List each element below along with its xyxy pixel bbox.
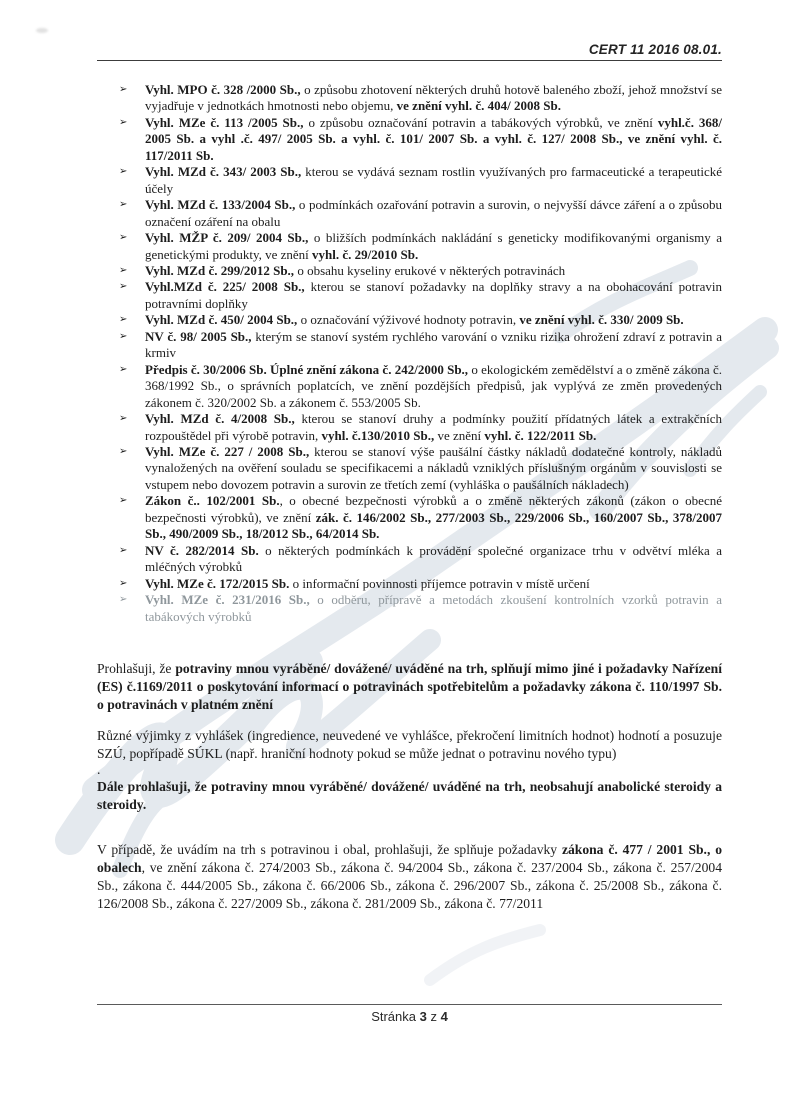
header-rule (97, 60, 722, 61)
law-list-item (97, 592, 722, 625)
text-segment: Vyhl. MZd č. 450/ 2004 Sb., (145, 312, 298, 328)
text-segment: vyhl. č.130/2010 Sb., (321, 427, 435, 443)
text-segment: Různé výjimky z vyhlášek (ingredience, neuvedené ve vyhlášce, překročení limitních hodnot) hodnotí a posuzuje SZÚ, popřípadě SÚKL (např. hraniční hodnoty pokud se může jednat o potravinu nového typu) (97, 727, 722, 761)
paragraph (97, 660, 722, 714)
text-segment: o informační povinnosti příjemce potravin v místě určení (289, 575, 590, 591)
text-segment: NV č. 282/2014 Sb. (145, 542, 259, 558)
text-segment: Vyhl. MZd č. 299/2012 Sb., (145, 262, 295, 278)
arrow-bullet-icon: ➢ (119, 445, 128, 457)
text-segment: Stránka (371, 1009, 420, 1024)
law-list-item (97, 411, 722, 444)
arrow-bullet-icon: ➢ (119, 199, 128, 211)
text-segment: Vyhl. MPO č. 328 /2000 Sb., (145, 82, 301, 97)
text-segment: vyhl.č. 368/ 2005 Sb. a vyhl .č. 497/ 2005 Sb. a vyhl. č. 101/ 2007 Sb. a vyhl. č. 127/ 2008 Sb., ve znění vyhl. č. 117/2011 Sb. (145, 114, 722, 163)
text-segment: Vyhl. MZe č. 231/2016 Sb., (145, 592, 310, 608)
text-segment: Vyhl. MZe č. 172/2015 Sb. (145, 575, 290, 591)
law-list-item (97, 312, 722, 328)
arrow-bullet-icon: ➢ (119, 413, 128, 425)
document-code: CERT 11 2016 08.01. (588, 42, 722, 57)
text-segment: Vyhl. MZd č. 133/2004 Sb., (145, 197, 296, 213)
document-content (97, 0, 722, 913)
text-segment: kterou se stanoví druhy a podmínky použití přídatných látek a extrakčních rozpouštědel při výrobě potravin, (145, 411, 722, 443)
arrow-bullet-icon: ➢ (119, 544, 128, 556)
text-segment: Vyhl. MZd č. 4/2008 Sb., (145, 411, 295, 427)
law-list-item (97, 279, 722, 312)
law-list-item (97, 543, 722, 576)
law-list-item (97, 82, 722, 115)
text-segment: z (426, 1009, 441, 1024)
text-segment: o některých podmínkách k provádění společné organizace trhu v odvětví mléka a mléčných výrobků (145, 542, 722, 575)
arrow-bullet-icon: ➢ (119, 281, 128, 293)
text-segment: potraviny mnou vyráběné/ dovážené/ uváděné na trh, splňují mimo jiné i požadavky Nařízení (ES) č.1169/2011 o poskytování informací o potravinách spotřebitelům a požadavky zákona č. 110/1997 Sb. o potravinách v platném znění (97, 660, 722, 712)
text-segment: Zákon č.. 102/2001 Sb. (145, 493, 280, 509)
declaration-paragraphs (97, 660, 722, 913)
law-list-item (97, 115, 722, 164)
text-segment: kterou se stanoví požadavky na doplňky stravy a na obohacování potravin potravními doplňky (145, 279, 722, 311)
law-list-item (97, 230, 722, 263)
text-segment: , ve znění zákona č. 274/2003 Sb., zákona č. 94/2004 Sb., zákona č. 237/2004 Sb., zákona č. 257/2004 Sb., zákona č. 444/2005 Sb., zákona č. 66/2006 Sb., zákona č. 296/2007 Sb., zákona č. 25/2008 Sb., zákona č. 126/2008 Sb., zákona č. 227/2009 Sb., zákona č. 281/2009 Sb., zákona č. 77/2011 (97, 860, 722, 912)
text-segment: Vyhl. MŽP č. 209/ 2004 Sb., (145, 230, 309, 246)
text-segment: vyhl. č. 29/2010 Sb. (312, 246, 419, 262)
arrow-bullet-icon: ➢ (119, 116, 128, 128)
arrow-bullet-icon: ➢ (119, 330, 128, 342)
text-segment: V případě, že uvádím na trh s potravinou i obal, prohlašuji, že splňuje požadavky (97, 842, 562, 858)
law-list-item (97, 362, 722, 411)
paragraph (97, 727, 722, 763)
law-list-item (97, 164, 722, 197)
arrow-bullet-icon: ➢ (119, 166, 128, 178)
text-segment: kterou se stanoví výše paušální částky nákladů dodatečné kontroly, nákladů vynaložených na ověření souladu se specifikacemi a nákladů vzniklých příslušným orgánům v souvislosti se vstupem nebo dovozem potravin a surovin ze třetích zemí (vyhláška o paušálních nákladech) (145, 443, 722, 492)
text-segment: o odběru, přípravě a metodách zkoušení kontrolních vzorků potravin a tabákových výrobků (145, 592, 722, 624)
law-list (97, 82, 722, 625)
paragraph (97, 762, 722, 777)
arrow-bullet-icon: ➢ (119, 577, 128, 589)
law-list-item (97, 493, 722, 542)
text-segment: o označování výživové hodnoty potravin, (297, 312, 520, 328)
page-footer (97, 1004, 722, 1024)
law-list-item (97, 576, 722, 592)
text-segment: ve znění vyhl. č. 330/ 2009 Sb. (519, 312, 684, 328)
text-segment: zákona č. 477 / 2001 Sb., o obalech (97, 842, 722, 876)
text-segment: 3 (419, 1009, 427, 1024)
text-segment: . (97, 762, 101, 778)
text-segment: Vyhl. MZe č. 113 /2005 Sb., (145, 114, 304, 130)
law-list-item (97, 329, 722, 362)
text-segment: Předpis č. 30/2006 Sb. Úplné znění zákona č. 242/2000 Sb., (145, 361, 469, 377)
text-segment: o obsahu kyseliny erukové v některých potravinách (294, 262, 566, 278)
arrow-bullet-icon: ➢ (119, 495, 128, 507)
text-segment: o ekologickém zemědělství a o změně zákona č. 368/1992 Sb., o správních poplatcích, ve znění pozdějších předpisů, jak vyplývá ze změn provedených zákonem č. 320/2002 Sb. a zákonem č. 553/2005 Sb. (145, 361, 722, 410)
arrow-bullet-icon: ➢ (119, 363, 128, 375)
law-list-item (97, 263, 722, 279)
text-segment: 4 (440, 1009, 448, 1024)
arrow-bullet-icon: ➢ (119, 314, 128, 326)
scan-smudge (36, 28, 48, 33)
text-segment: Dále prohlašuji, že potraviny mnou vyráběné/ dovážené/ uváděné na trh, neobsahují anabolické steroidy a steroidy. (97, 779, 722, 813)
paragraph (97, 778, 722, 814)
arrow-bullet-icon: ➢ (119, 264, 128, 276)
text-segment: NV č. 98/ 2005 Sb., (145, 328, 252, 344)
paragraph (97, 841, 722, 913)
text-segment: o způsobu zhotovení některých druhů hotově baleného zboží, jehož množství se vyjadřuje v jednotkách hmotnosti nebo objemu, (145, 82, 723, 114)
page-number (97, 1009, 722, 1024)
text-segment: ve znění (434, 427, 485, 443)
text-segment: Vyhl. MZe č. 227 / 2008 Sb., (145, 443, 310, 459)
arrow-bullet-icon: ➢ (119, 594, 128, 606)
text-segment: Vyhl. MZd č. 343/ 2003 Sb., (145, 164, 302, 180)
arrow-bullet-icon: ➢ (119, 84, 128, 95)
law-list-item (97, 444, 722, 493)
text-segment: , o obecné bezpečnosti výrobků a o změně některých zákonů (zákon o obecné bezpečnosti výrobků), ve znění (145, 493, 722, 525)
text-segment: Vyhl.MZd č. 225/ 2008 Sb., (145, 279, 305, 295)
text-segment: vyhl. č. 122/2011 Sb. (484, 427, 597, 443)
text-segment: zák. č. 146/2002 Sb., 277/2003 Sb., 229/2006 Sb., 160/2007 Sb., 378/2007 Sb., 490/2009 Sb., 18/2012 Sb., 64/2014 Sb. (145, 509, 722, 542)
law-list-item (97, 197, 722, 230)
footer-rule (97, 1004, 722, 1005)
text-segment: ve znění vyhl. č. 404/ 2008 Sb. (396, 98, 561, 114)
text-segment: Prohlašuji, že (97, 660, 176, 676)
text-segment: kterým se stanoví systém rychlého varování o vzniku rizika ohrožení zdraví z potravin a krmiv (145, 328, 722, 361)
text-segment: kterou se vydává seznam rostlin využívaných pro farmaceutické a terapeutické účely (145, 164, 722, 196)
text-segment: o způsobu označování potravin a tabákových výrobků, ve znění (303, 114, 658, 130)
text-segment: o podmínkách ozařování potravin a surovin, o nejvyšší dávce záření a o způsobu označení ozáření na obalu (145, 197, 722, 229)
text-segment: o bližších podmínkách nakládání s geneticky modifikovanými organismy a genetickými produkty, ve znění (145, 230, 722, 262)
arrow-bullet-icon: ➢ (119, 232, 128, 244)
